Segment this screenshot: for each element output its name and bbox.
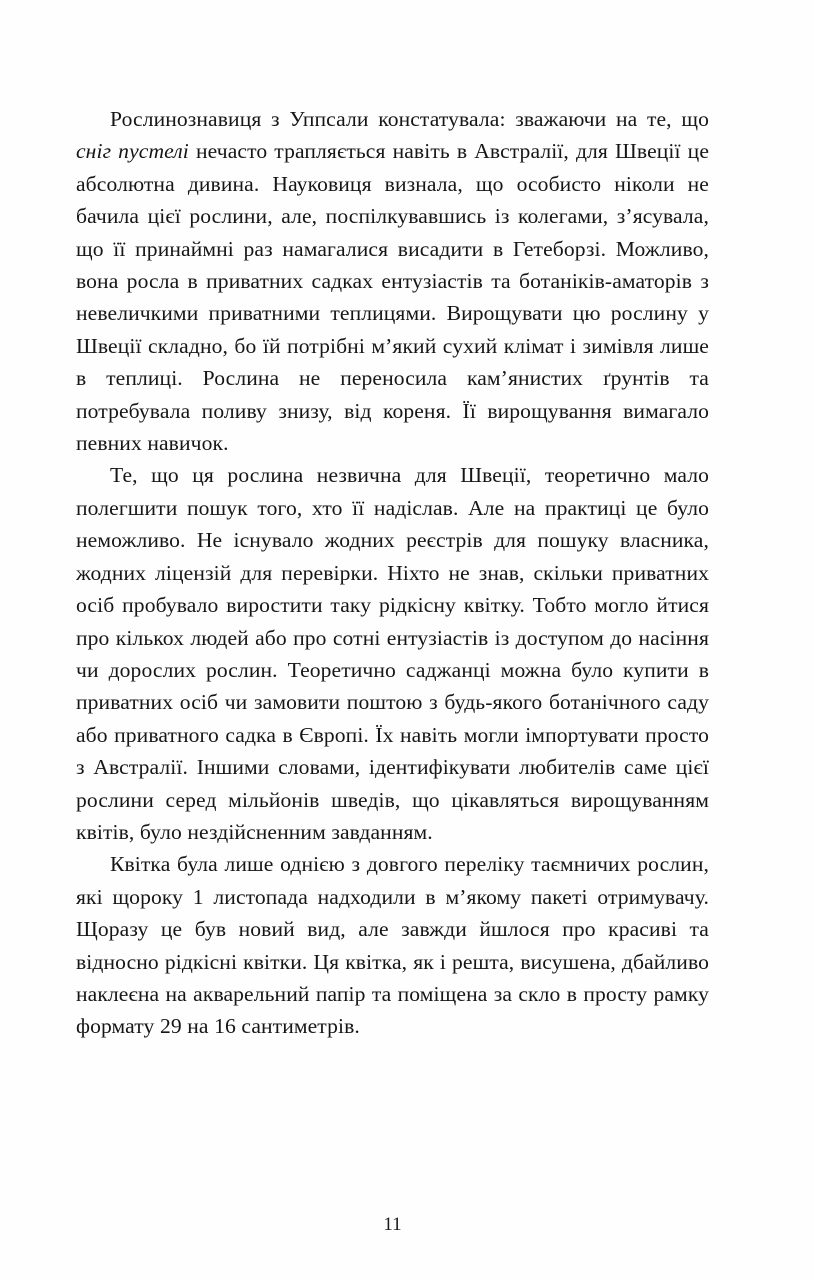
- paragraph-2: Те, що ця рослина незвична для Швеції, теоретично мало полегшити пошук того, хто її надіслав. Але на практиці це було неможливо. Не існувало жодних реєстрів для пошуку власника, жодних ліцензій для перевірки. Ніхто не знав, скільки приватних осіб пробувало виростити таку рідкісну квітку. Тобто могло йтися про кількох людей або про сотні ентузіастів із доступом до насіння чи дорослих рослин. Теоретично саджанці можна було купити в приватних осіб чи замовити поштою з будь-якого ботанічного саду або приватного садка в Європі. Їх навіть могли імпортувати просто з Австралії. Іншими словами, ідентифікувати любителів саме цієї рослини серед мільйонів шведів, що цікавляться вирощуванням квітів, було нездійсненним завданням.: [76, 463, 709, 844]
- paragraph-1-text-before: Рослинознавиця з Уппсали констатувала: зважаючи на те, що: [110, 107, 709, 131]
- paragraph-3: Квітка була лише однією з довгого переліку таємничих рослин, які щороку 1 листопада надходили в м’якому пакеті отримувачу. Щоразу це був новий вид, але завжди йшлося про красиві та відносно рідкісні квітки. Ця квітка, як і решта, висушена, дбайливо наклеєна на акварельний папір та поміщена за скло в просту рамку формату 29 на 16 сантиметрів.: [76, 852, 709, 1039]
- italic-phrase: сніг пустелі: [76, 139, 189, 164]
- text-block: [76, 103, 709, 1043]
- page-number: 11: [383, 1214, 402, 1235]
- paragraph-1-text-after: нечасто трапляється навіть в Австралії, для Швеції це абсолютна дивина. Науковиця визнала, що особисто ніколи не бачила цієї рослини, але, поспілкувавшись із колегами, з’ясувала, що її принаймні раз намагалися висадити в Гетеборзі. Можливо, вона росла в приватних садках ентузіастів та ботаніків-аматорів з невеличкими приватними теплицями. Вирощувати цю рослину у Швеції складно, бо їй потрібні м’який сухий клімат і зимівля лише в теплиці. Рослина не переносила кам’янистих ґрунтів та потребувала поливу знизу, від кореня. Її вирощування вимагало певних навичок.: [76, 139, 709, 456]
- paragraph-1: [76, 103, 709, 459]
